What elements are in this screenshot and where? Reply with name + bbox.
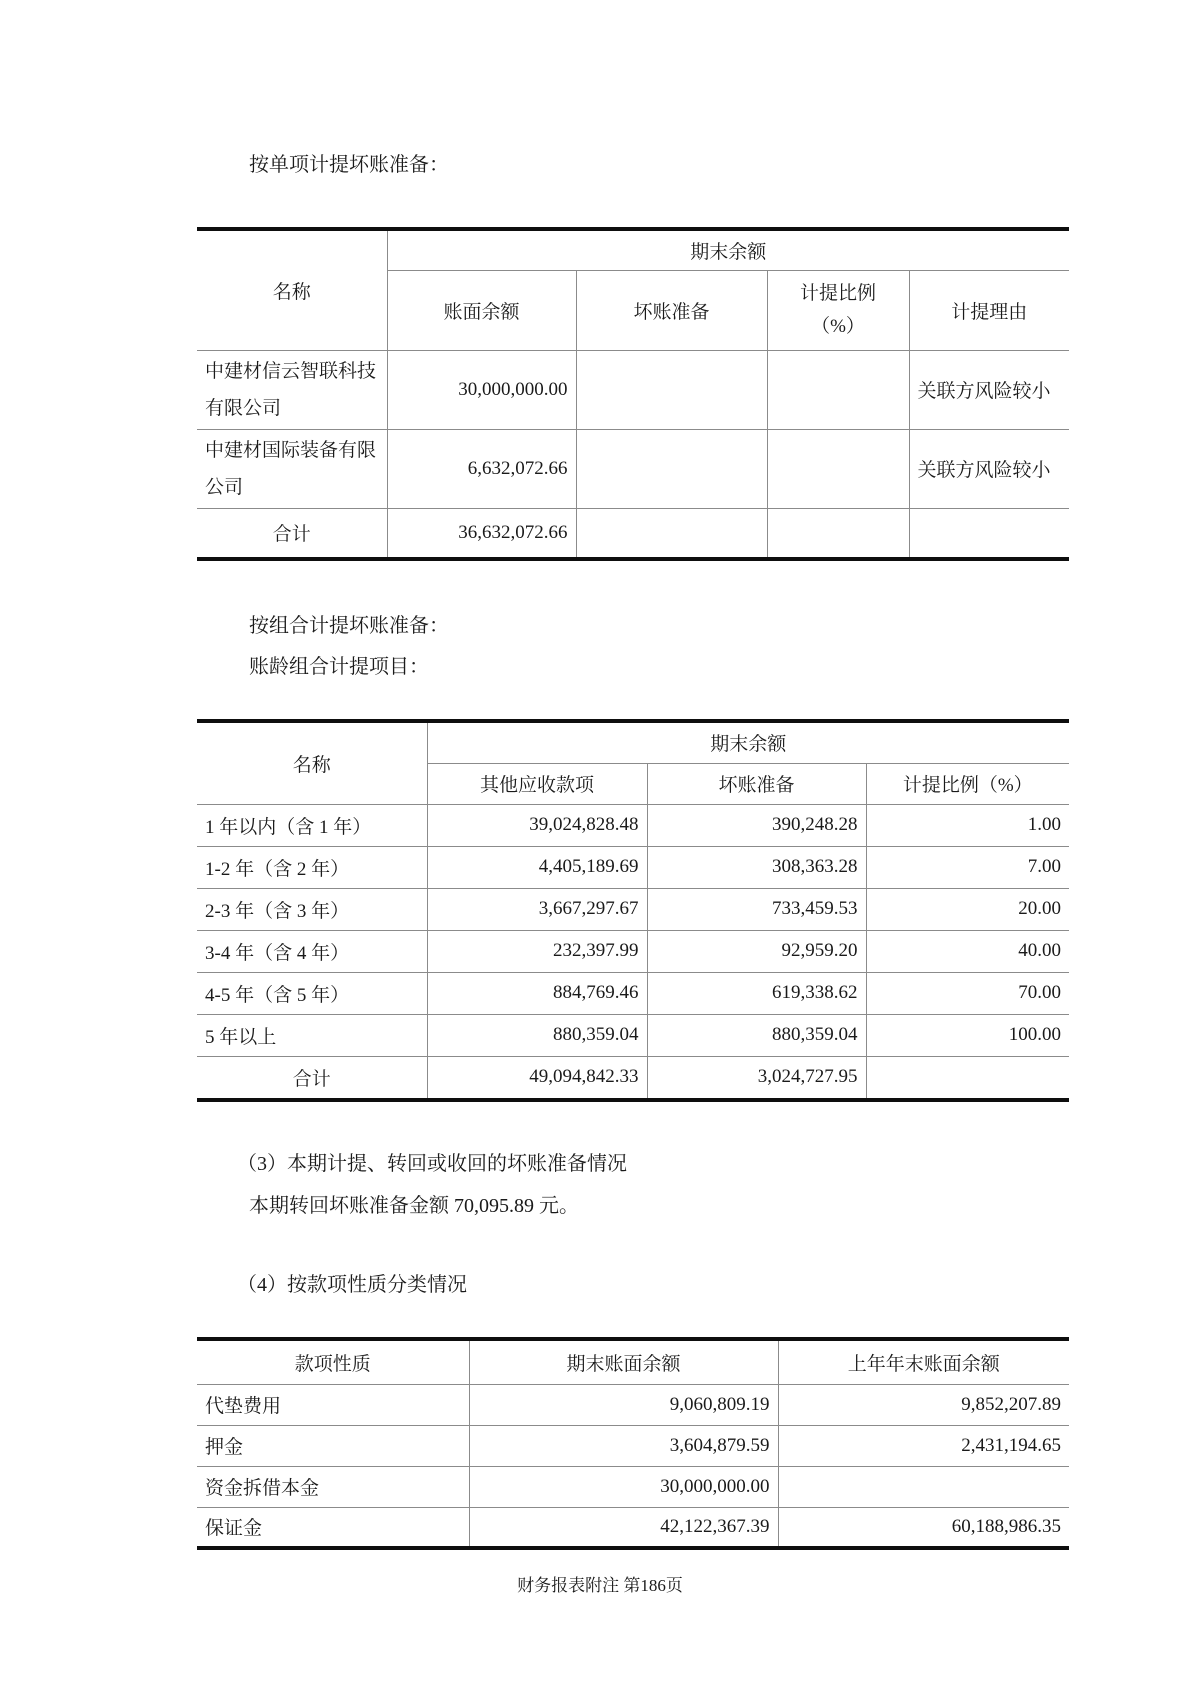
individual-provision-table [197,227,1069,561]
table3-row3-prior: 60,188,986.35 [778,1507,1069,1548]
table-row [197,429,1069,508]
table1-col-book-balance: 账面余额 [387,270,576,350]
table2-total-amount: 49,094,842.33 [427,1056,647,1100]
table3-col-nature: 款项性质 [197,1339,469,1384]
table2-total-label: 合计 [197,1056,427,1100]
table3-row2-nature: 资金拆借本金 [197,1466,469,1507]
table1-col-name: 名称 [197,229,387,350]
table1-row1-reason: 关联方风险较小 [909,429,1069,508]
table1-row0-bad-debt [576,350,767,429]
heading-section-4: （4）按款项性质分类情况 [237,1274,467,1296]
table2-row5-ratio: 100.00 [866,1014,1069,1056]
table2-col-name: 名称 [197,721,427,804]
table3-row1-ending: 3,604,879.59 [469,1425,778,1466]
table1-col-ratio-line2: （%） [811,316,865,337]
table2-row4-ratio: 70.00 [866,972,1069,1014]
table2-row3-name: 3-4 年（含 4 年） [197,930,427,972]
table2-col-ratio: 计提比例（%） [866,763,1069,804]
table2-row3-bad-debt: 92,959.20 [647,930,866,972]
table2-row2-amount: 3,667,297.67 [427,888,647,930]
table-row [197,930,1069,972]
table2-row0-ratio: 1.00 [866,804,1069,846]
table2-row2-bad-debt: 733,459.53 [647,888,866,930]
table2-row0-amount: 39,024,828.48 [427,804,647,846]
table2-header-row-1 [197,721,1069,763]
table1-row0-reason: 关联方风险较小 [909,350,1069,429]
table2-row5-amount: 880,359.04 [427,1014,647,1056]
table3-col-ending-balance: 期末账面余额 [469,1339,778,1384]
table2-row4-amount: 884,769.46 [427,972,647,1014]
table-row [197,350,1069,429]
table-row [197,846,1069,888]
table3-row1-nature: 押金 [197,1425,469,1466]
table-row [197,1384,1069,1425]
table3-row1-prior: 2,431,194.65 [778,1425,1069,1466]
table3-col-prior-balance: 上年年末账面余额 [778,1339,1069,1384]
table1-total-ratio [767,508,909,559]
nature-classification-table [197,1337,1069,1550]
table1-col-reason: 计提理由 [909,270,1069,350]
aging-provision-table [197,719,1069,1102]
table1-header-row-1 [197,229,1069,270]
table3-row2-ending: 30,000,000.00 [469,1466,778,1507]
table3-row0-ending: 9,060,809.19 [469,1384,778,1425]
table2-total-ratio [866,1056,1069,1100]
table3-row0-nature: 代垫费用 [197,1384,469,1425]
heading-section-3: （3）本期计提、转回或收回的坏账准备情况 [237,1153,627,1175]
table2-row1-amount: 4,405,189.69 [427,846,647,888]
table1-total-label: 合计 [197,508,387,559]
table2-row3-amount: 232,397.99 [427,930,647,972]
table-row [197,804,1069,846]
table1-row0-book-balance: 30,000,000.00 [387,350,576,429]
table1-total-reason [909,508,1069,559]
table2-row4-bad-debt: 619,338.62 [647,972,866,1014]
table1-col-ratio [767,270,909,350]
table2-row1-name: 1-2 年（含 2 年） [197,846,427,888]
table2-col-other-receivables: 其他应收款项 [427,763,647,804]
table2-total-bad-debt: 3,024,727.95 [647,1056,866,1100]
table1-row1-bad-debt [576,429,767,508]
table-row [197,1014,1069,1056]
table1-row0-ratio [767,350,909,429]
page-footer: 财务报表附注 第186页 [517,1576,683,1595]
table3-row3-nature: 保证金 [197,1507,469,1548]
table-row [197,1466,1069,1507]
table2-row1-bad-debt: 308,363.28 [647,846,866,888]
table1-total-bad-debt [576,508,767,559]
table2-row5-bad-debt: 880,359.04 [647,1014,866,1056]
table2-row1-ratio: 7.00 [866,846,1069,888]
table1-col-bad-debt: 坏账准备 [576,270,767,350]
table1-total-row [197,508,1069,559]
table1-row1-ratio [767,429,909,508]
table2-row2-name: 2-3 年（含 3 年） [197,888,427,930]
table2-col-ending-balance: 期末余额 [427,721,1069,763]
table1-row1-name: 中建材国际装备有限公司 [197,429,387,508]
heading-aging-portfolio: 账龄组合计提项目： [249,656,429,678]
table2-total-row [197,1056,1069,1100]
text-reversal-amount: 本期转回坏账准备金额 70,095.89 元。 [249,1195,579,1217]
table2-row4-name: 4-5 年（含 5 年） [197,972,427,1014]
table1-row0-name: 中建材信云智联科技有限公司 [197,350,387,429]
table2-col-bad-debt: 坏账准备 [647,763,866,804]
heading-group-provision: 按组合计提坏账准备： [249,615,449,637]
table2-row5-name: 5 年以上 [197,1014,427,1056]
table3-row0-prior: 9,852,207.89 [778,1384,1069,1425]
table1-col-ratio-line1: 计提比例 [799,283,876,304]
table-row [197,1425,1069,1466]
table2-row2-ratio: 20.00 [866,888,1069,930]
table2-row0-bad-debt: 390,248.28 [647,804,866,846]
table-row [197,1507,1069,1548]
table2-row0-name: 1 年以内（含 1 年） [197,804,427,846]
table1-row1-book-balance: 6,632,072.66 [387,429,576,508]
table2-row3-ratio: 40.00 [866,930,1069,972]
table3-header-row [197,1339,1069,1384]
table1-col-ending-balance: 期末余额 [387,229,1069,270]
table3-row2-prior [778,1466,1069,1507]
heading-individual-provision: 按单项计提坏账准备： [249,154,449,176]
table1-total-book-balance: 36,632,072.66 [387,508,576,559]
table-row [197,888,1069,930]
table3-row3-ending: 42,122,367.39 [469,1507,778,1548]
table-row [197,972,1069,1014]
